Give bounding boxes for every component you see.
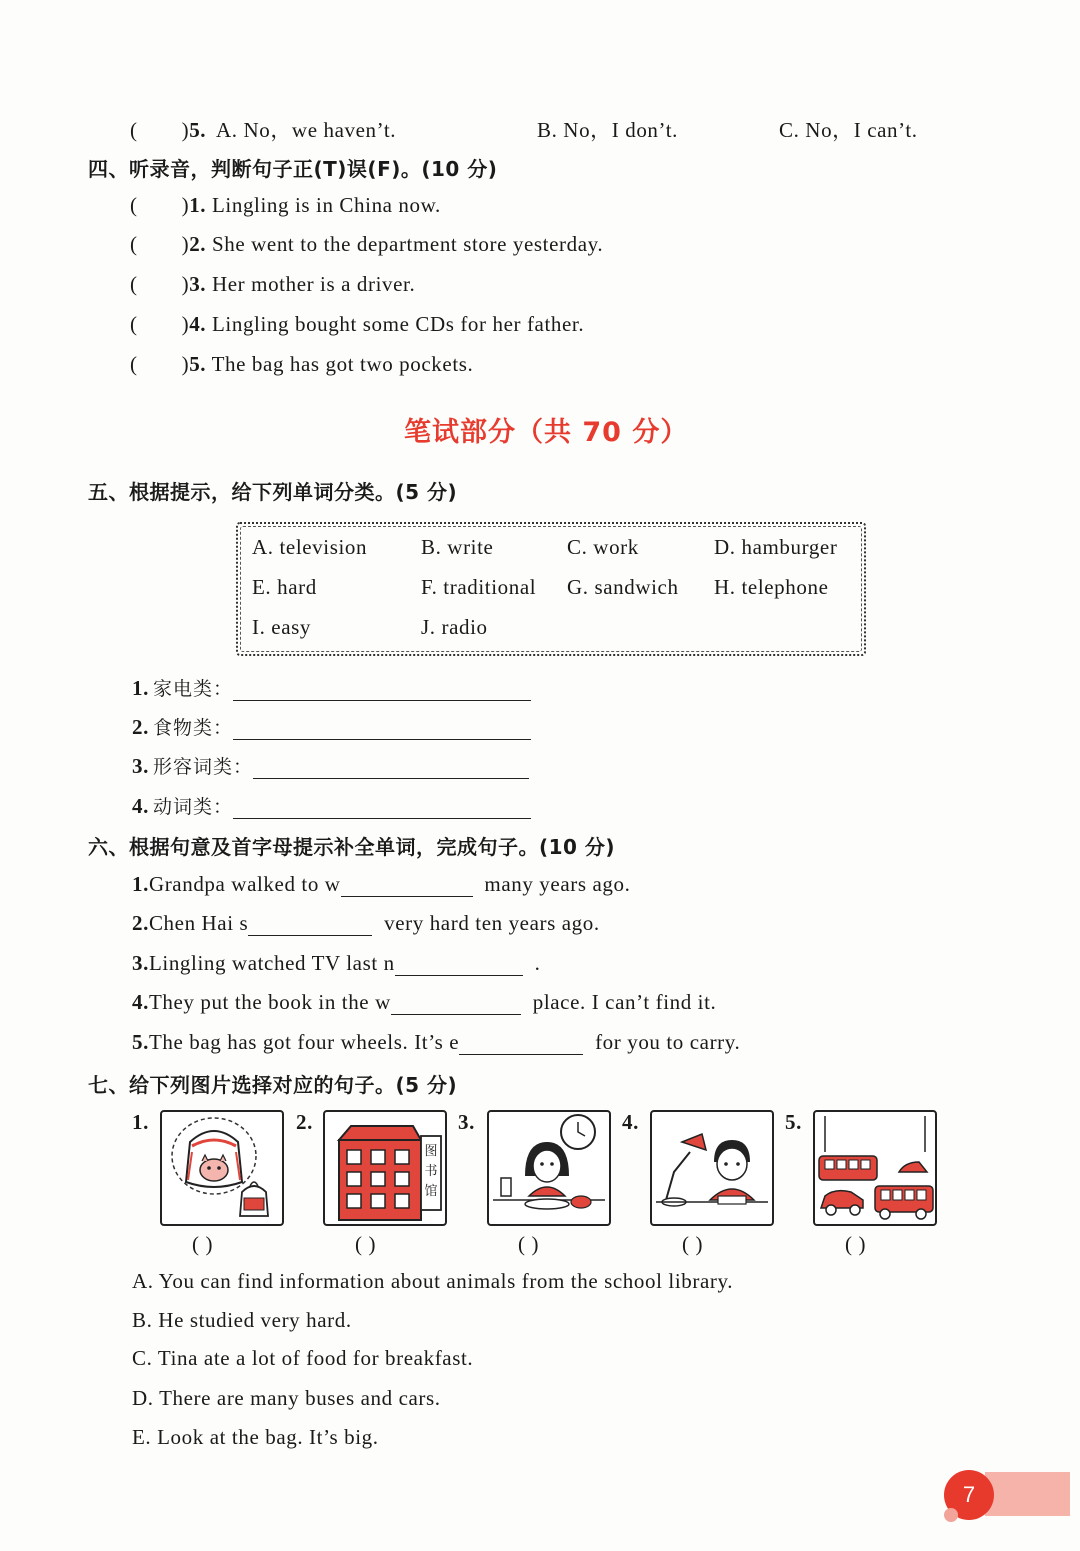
answer-blank[interactable] bbox=[341, 874, 473, 897]
picture-number: 3. bbox=[458, 1110, 475, 1134]
fill-blank-item bbox=[132, 990, 716, 1015]
category-row bbox=[132, 713, 531, 740]
sentence-option: E. Look at the bag. It’s big. bbox=[132, 1425, 379, 1449]
item-text-after: many years ago. bbox=[484, 872, 631, 896]
library-sign: 图书馆 bbox=[424, 1144, 438, 1199]
picture-number: 1. bbox=[132, 1110, 149, 1134]
word-option: C. work bbox=[567, 535, 639, 559]
word-option: H. telephone bbox=[714, 575, 829, 599]
answer-blank[interactable] bbox=[395, 953, 523, 976]
picture-number: 4. bbox=[622, 1110, 639, 1134]
question-number: 5. bbox=[189, 118, 207, 142]
buses-and-cars-picture bbox=[813, 1110, 937, 1226]
answer-blank[interactable] bbox=[233, 717, 531, 740]
item-number: 1. bbox=[132, 872, 149, 896]
answer-blank[interactable] bbox=[253, 756, 529, 779]
option-c: C. No，I can’t. bbox=[779, 118, 918, 142]
fill-blank-item bbox=[132, 1030, 740, 1055]
word-option: F. traditional bbox=[421, 575, 537, 599]
section-5-heading: 五、根据提示，给下列单词分类。(5 分) bbox=[88, 480, 458, 504]
item-text: Lingling is in China now. bbox=[212, 193, 441, 217]
sentence-option: C. Tina ate a lot of food for breakfast. bbox=[132, 1346, 474, 1370]
item-text-after: very hard ten years ago. bbox=[384, 911, 600, 935]
item-text: The bag has got four wheels. It’s e bbox=[148, 1030, 460, 1054]
item-text-after: . bbox=[534, 951, 541, 975]
category-label: 食物类： bbox=[152, 717, 233, 739]
option-b: B. No，I don’t. bbox=[537, 118, 679, 142]
word-option: E. hard bbox=[252, 575, 317, 599]
item-text: Chen Hai s bbox=[148, 911, 249, 935]
answer-blank[interactable] bbox=[459, 1032, 583, 1055]
item-text: Lingling watched TV last n bbox=[148, 951, 395, 975]
boy-studying-picture bbox=[650, 1110, 774, 1226]
category-number: 4. bbox=[132, 794, 149, 818]
question-5-row bbox=[130, 114, 396, 144]
item-text: Her mother is a driver. bbox=[212, 272, 416, 296]
item-number: 4. bbox=[132, 990, 149, 1014]
word-option: J. radio bbox=[421, 615, 488, 639]
item-number: 5. bbox=[132, 1030, 149, 1054]
word-option: B. write bbox=[421, 535, 494, 559]
section-4-item bbox=[130, 312, 584, 337]
section-4-item bbox=[130, 272, 415, 297]
answer-paren[interactable]: ( ) bbox=[130, 193, 190, 217]
answer-blank[interactable] bbox=[391, 992, 521, 1015]
page-number: 7 bbox=[944, 1470, 994, 1520]
category-row bbox=[132, 792, 531, 819]
answer-paren-3[interactable]: ( ) bbox=[518, 1232, 540, 1256]
word-option: I. easy bbox=[252, 615, 312, 639]
page-tab bbox=[985, 1472, 1070, 1516]
word-option: G. sandwich bbox=[567, 575, 679, 599]
category-label: 形容词类： bbox=[152, 756, 253, 778]
page-decoration bbox=[944, 1508, 958, 1522]
item-text: Lingling bought some CDs for her father. bbox=[212, 312, 585, 336]
answer-paren-2[interactable]: ( ) bbox=[355, 1232, 377, 1256]
answer-blank[interactable] bbox=[248, 913, 372, 936]
item-text: They put the book in the w bbox=[148, 990, 391, 1014]
section-4-item bbox=[130, 352, 473, 377]
item-number: 2. bbox=[132, 911, 149, 935]
item-number: 2. bbox=[189, 232, 207, 256]
answer-paren[interactable]: ( ) bbox=[130, 352, 190, 376]
written-part-title: 笔试部分（共 70 分） bbox=[404, 417, 689, 448]
category-number: 2. bbox=[132, 715, 149, 739]
answer-paren[interactable]: ( ) bbox=[130, 118, 190, 142]
item-text-after: for you to carry. bbox=[595, 1030, 741, 1054]
fill-blank-item bbox=[132, 911, 600, 936]
sentence-option: A. You can find information about animals from the school library. bbox=[132, 1269, 734, 1293]
item-text: She went to the department store yesterday. bbox=[212, 232, 604, 256]
answer-paren-4[interactable]: ( ) bbox=[682, 1232, 704, 1256]
answer-paren[interactable]: ( ) bbox=[130, 312, 190, 336]
picture-number: 5. bbox=[785, 1110, 802, 1134]
answer-paren[interactable]: ( ) bbox=[130, 272, 190, 296]
word-option: D. hamburger bbox=[714, 535, 838, 559]
library-building-picture bbox=[323, 1110, 447, 1226]
backpack-picture bbox=[160, 1110, 284, 1226]
picture-number: 2. bbox=[296, 1110, 313, 1134]
item-text: The bag has got two pockets. bbox=[211, 352, 474, 376]
item-text-after: place. I can’t find it. bbox=[532, 990, 717, 1014]
answer-paren-5[interactable]: ( ) bbox=[845, 1232, 867, 1256]
category-number: 3. bbox=[132, 754, 149, 778]
category-label: 家电类： bbox=[152, 678, 233, 700]
section-4-item bbox=[130, 232, 603, 257]
item-text: Grandpa walked to w bbox=[148, 872, 341, 896]
sentence-option: D. There are many buses and cars. bbox=[132, 1386, 441, 1410]
category-row bbox=[132, 674, 531, 701]
word-option: A. television bbox=[252, 535, 368, 559]
option-a: A. No，we haven’t. bbox=[216, 118, 397, 142]
girl-breakfast-picture bbox=[487, 1110, 611, 1226]
section-7-heading: 七、给下列图片选择对应的句子。(5 分) bbox=[88, 1073, 458, 1097]
fill-blank-item bbox=[132, 872, 630, 897]
item-number: 3. bbox=[189, 272, 207, 296]
section-6-heading: 六、根据句意及首字母提示补全单词，完成句子。(10 分) bbox=[88, 835, 616, 859]
category-label: 动词类： bbox=[152, 796, 233, 818]
category-row bbox=[132, 752, 529, 779]
section-4-item bbox=[130, 193, 441, 218]
section-4-heading: 四、听录音，判断句子正(T)误(F)。(10 分) bbox=[88, 157, 498, 181]
item-number: 4. bbox=[189, 312, 207, 336]
answer-paren[interactable]: ( ) bbox=[130, 232, 190, 256]
category-number: 1. bbox=[132, 676, 149, 700]
sentence-option: B. He studied very hard. bbox=[132, 1308, 352, 1332]
answer-blank[interactable] bbox=[233, 796, 531, 819]
answer-paren-1[interactable]: ( ) bbox=[192, 1232, 214, 1256]
item-number: 5. bbox=[189, 352, 207, 376]
answer-blank[interactable] bbox=[233, 678, 531, 701]
item-number: 1. bbox=[189, 193, 207, 217]
item-number: 3. bbox=[132, 951, 149, 975]
fill-blank-item bbox=[132, 951, 540, 976]
